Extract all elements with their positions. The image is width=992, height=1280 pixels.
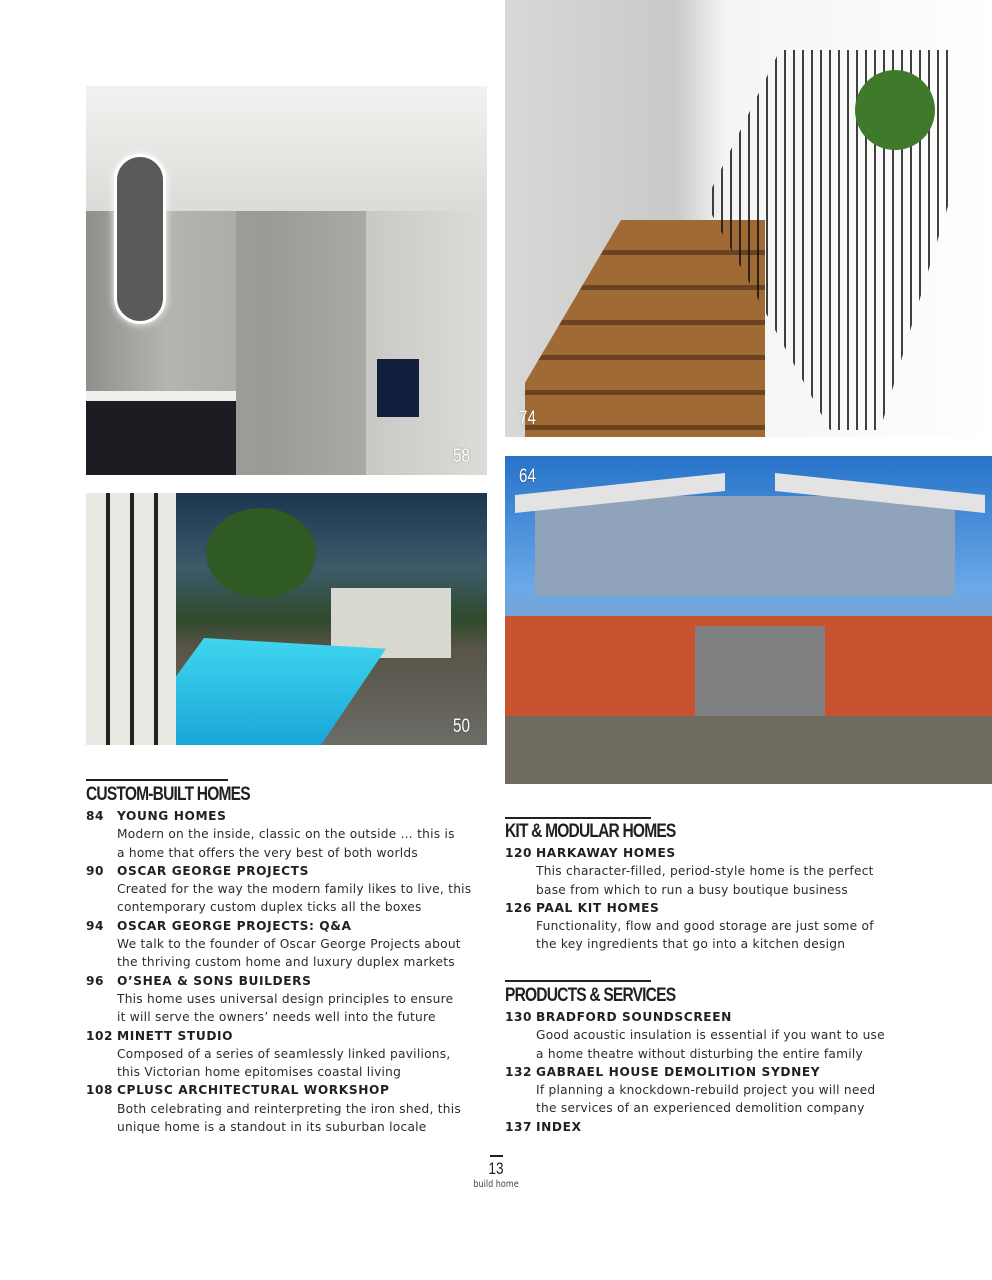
contents-entry[interactable] <box>86 862 486 917</box>
towel <box>377 359 419 417</box>
entry-page-number: 126 <box>505 900 532 915</box>
contents-entry[interactable] <box>505 899 905 954</box>
contents-entry[interactable] <box>505 844 905 899</box>
contents-entry[interactable] <box>86 1081 486 1136</box>
entry-page-number: 96 <box>86 973 104 988</box>
contents-entry[interactable] <box>86 807 486 862</box>
entry-description: Created for the way the modern family likes to live, this contemporary custom duplex ticks all the boxes <box>117 882 472 915</box>
page-number: 13 <box>488 1159 504 1178</box>
duplex-house-photo[interactable] <box>505 456 992 784</box>
section-heading-products: PRODUCTS & SERVICES <box>505 985 676 1006</box>
section-rule <box>86 779 228 781</box>
contents-list-kit <box>505 844 905 954</box>
entry-page-number: 137 <box>505 1119 532 1134</box>
window-frame <box>86 493 176 745</box>
contents-entry[interactable] <box>86 1027 486 1082</box>
section-heading-kit: KIT & MODULAR HOMES <box>505 821 676 842</box>
upper-storey <box>535 496 955 596</box>
entry-page-number: 132 <box>505 1064 532 1079</box>
garden <box>505 716 992 784</box>
section-rule <box>505 980 651 982</box>
entry-title: YOUNG HOMES <box>117 809 227 823</box>
contents-list-custom <box>86 807 486 1136</box>
mirror <box>114 154 166 324</box>
entry-description: Modern on the inside, classic on the outside … this is a home that offers the very best of both worlds <box>117 827 455 860</box>
vanity <box>86 391 236 475</box>
entry-page-number: 120 <box>505 846 532 860</box>
photo-page-number: 74 <box>519 408 536 429</box>
contents-entry[interactable] <box>86 917 486 972</box>
entry-title: GABRAEL HOUSE DEMOLITION SYDNEY <box>536 1064 821 1079</box>
entry-page-number: 90 <box>86 863 104 878</box>
entry-description: If planning a knockdown-rebuild project you will need the services of an experienced demolition company <box>536 1083 876 1116</box>
entry-description: Both celebrating and reinterpreting the iron shed, this unique home is a standout in its suburban locale <box>117 1101 462 1135</box>
front-doors <box>695 626 825 716</box>
entry-title: INDEX <box>536 1119 582 1134</box>
entry-title: PAAL KIT HOMES <box>536 900 660 915</box>
entry-description: We talk to the founder of Oscar George Projects about the thriving custom home and luxury duplex markets <box>117 937 461 970</box>
entry-page-number: 84 <box>86 809 104 823</box>
photo-page-number: 64 <box>519 466 536 487</box>
staircase-photo[interactable] <box>505 0 992 437</box>
photo-page-number: 58 <box>453 446 470 467</box>
entry-description: This character-filled, period-style home is the perfect base from which to run a busy boutique business <box>536 864 874 897</box>
pool-photo[interactable] <box>86 493 487 745</box>
magazine-name: build home <box>473 1179 519 1190</box>
contents-entry[interactable] <box>505 1008 905 1063</box>
entry-title: OSCAR GEORGE PROJECTS <box>117 863 309 878</box>
folio <box>466 1155 526 1190</box>
section-heading-custom: CUSTOM-BUILT HOMES <box>86 784 250 805</box>
photo-page-number: 50 <box>453 716 470 737</box>
entry-title: CPLUSC ARCHITECTURAL WORKSHOP <box>117 1083 390 1098</box>
contents-list-products <box>505 1008 905 1136</box>
folio-rule <box>490 1155 503 1157</box>
entry-description: Good acoustic insulation is essential if you want to use a home theatre without disturbing the entire family <box>536 1028 885 1061</box>
entry-page-number: 130 <box>505 1010 532 1024</box>
entry-description: This home uses universal design principles to ensure it will serve the owners’ needs well into the future <box>117 991 454 1025</box>
entry-page-number: 108 <box>86 1083 113 1098</box>
plant <box>855 70 935 150</box>
entry-page-number: 94 <box>86 918 104 933</box>
entry-title: MINETT STUDIO <box>117 1028 234 1043</box>
entry-title: BRADFORD SOUNDSCREEN <box>536 1010 732 1024</box>
palm-tree <box>206 508 316 598</box>
entry-title: OSCAR GEORGE PROJECTS: Q&A <box>117 918 352 933</box>
entry-title: HARKAWAY HOMES <box>536 846 676 860</box>
entry-title: O’SHEA & SONS BUILDERS <box>117 973 312 988</box>
contents-entry[interactable] <box>505 1063 905 1118</box>
contents-entry[interactable] <box>86 972 486 1027</box>
entry-page-number: 102 <box>86 1028 113 1043</box>
bathroom-photo[interactable] <box>86 86 487 475</box>
entry-description: Functionality, flow and good storage are just some of the key ingredients that go into a kitchen design <box>536 919 874 952</box>
section-rule <box>505 817 651 819</box>
timber-steps <box>525 220 765 437</box>
entry-description: Composed of a series of seamlessly linked pavilions, this Victorian home epitomises coastal living <box>117 1046 451 1080</box>
contents-entry[interactable] <box>505 1118 905 1136</box>
shower-screen <box>236 211 366 475</box>
